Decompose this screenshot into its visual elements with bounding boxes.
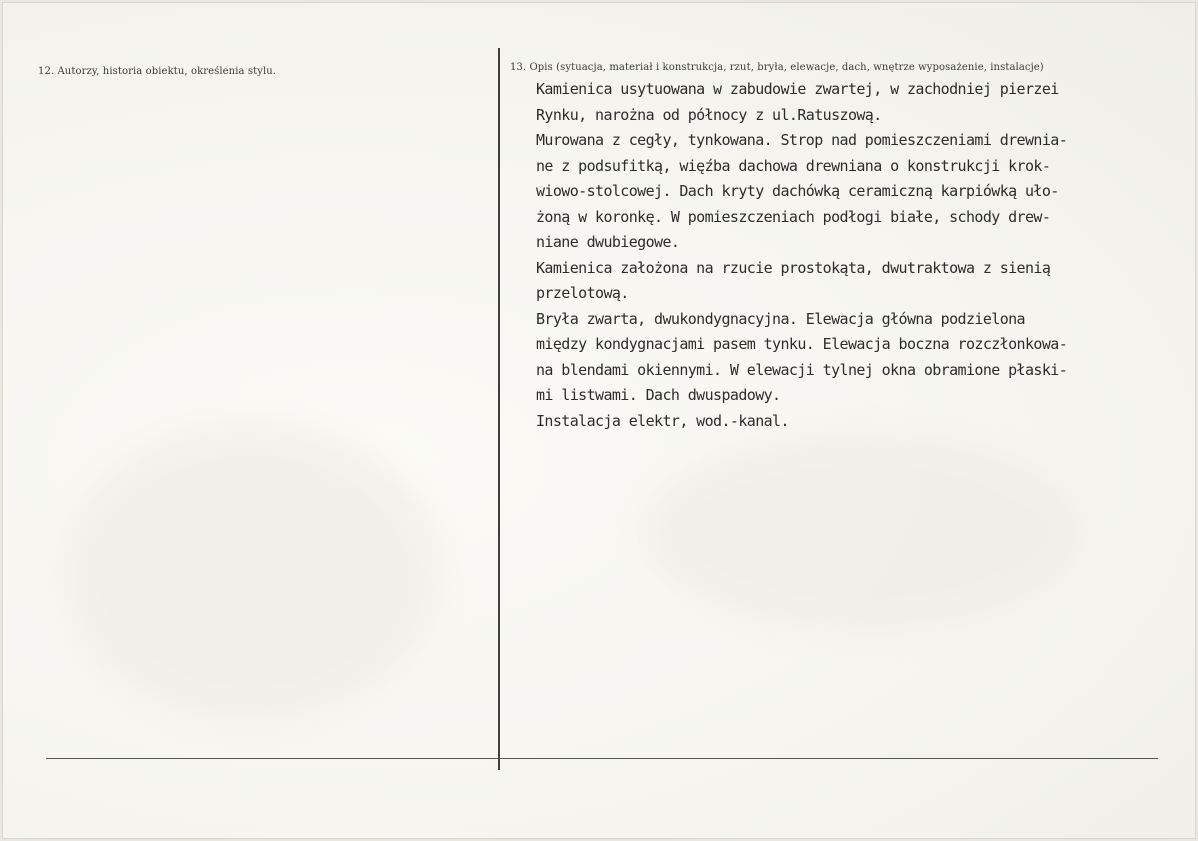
description-line: Bryła zwarta, dwukondygnacyjna. Elewacja główna podzielona — [536, 309, 1025, 328]
description-line: Kamienica usytuowana w zabudowie zwartej, w zachodniej pierzei — [536, 80, 1059, 98]
field-13-label: 13. Opis (sytuacja, materiał i konstrukcja, rzut, bryła, elewacje, dach, wnętrze wyposażenie, instalacje) — [510, 62, 1044, 73]
bottom-rule — [46, 758, 1158, 759]
description-line: Instalacja elektr, wod.-kanal. — [536, 411, 789, 430]
description-text — [536, 77, 1176, 434]
description-line: niane dwubiegowe. — [536, 233, 680, 251]
description-line: ne z podsufitką, więźba dachowa drewniana o konstrukcji krok- — [536, 156, 1051, 175]
paper-stain — [642, 432, 1082, 632]
description-line: Rynku, narożna od północy z ul.Ratuszową. — [536, 105, 882, 124]
field-12-label: 12. Autorzy, historia obiektu, określenia stylu. — [38, 66, 277, 77]
description-line: mi listwami. Dach dwuspadowy. — [536, 386, 781, 404]
column-divider — [498, 48, 500, 770]
paper-stain — [62, 422, 442, 722]
description-line: wiowo-stolcowej. Dach kryty dachówką ceramiczną karpiówką uło- — [536, 182, 1059, 200]
description-line: na blendami okiennymi. W elewacji tylnej okna obramione płaski- — [536, 360, 1068, 379]
form-sheet — [2, 2, 1196, 839]
description-line: między kondygnacjami pasem tynku. Elewacja boczna rozczłonkowa- — [536, 335, 1068, 353]
description-line: Kamienica założona na rzucie prostokąta, dwutraktowa z sienią — [536, 258, 1051, 277]
description-line: przelotową. — [536, 284, 629, 302]
description-line: żoną w koronkę. W pomieszczeniach podłogi białe, schody drew- — [536, 207, 1051, 226]
description-line: Murowana z cegły, tynkowana. Strop nad pomieszczeniami drewnia- — [536, 131, 1068, 149]
